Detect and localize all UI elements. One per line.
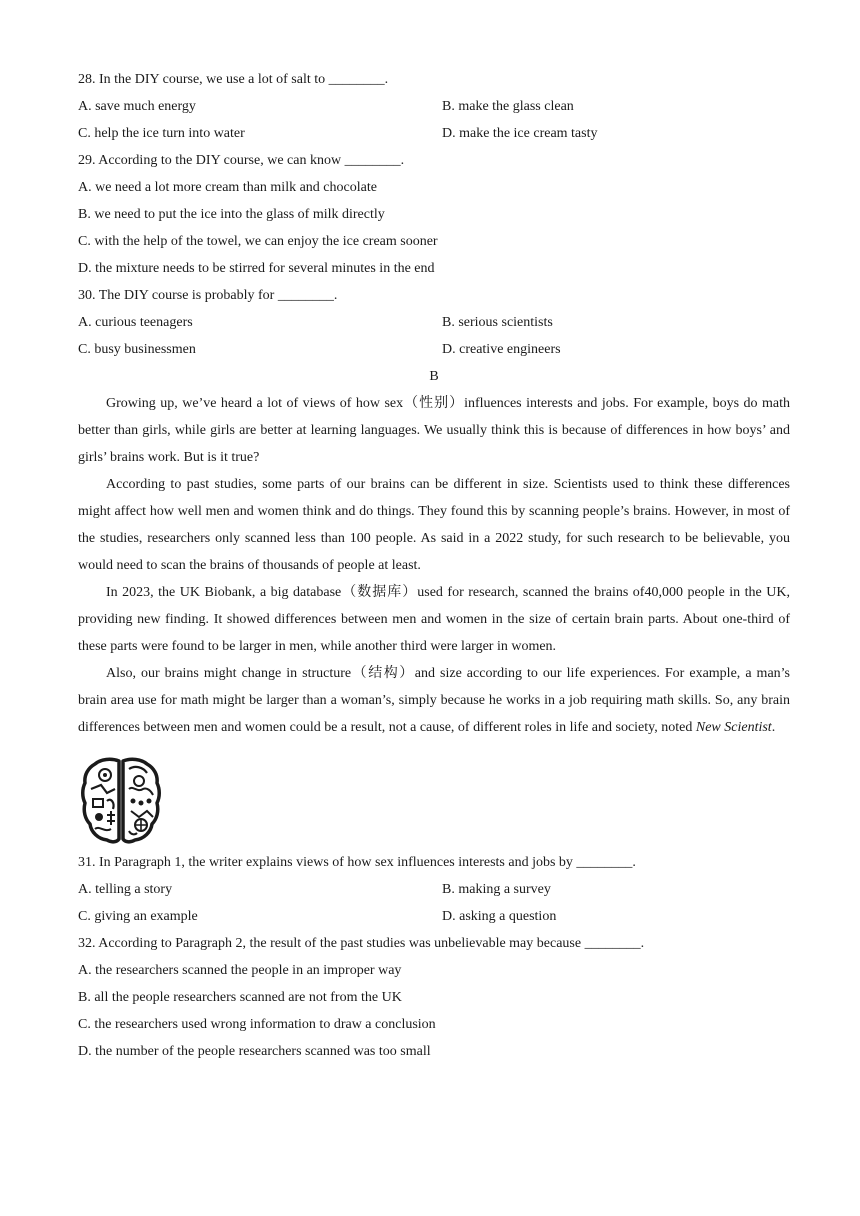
question-31-option-a: A. telling a story	[78, 882, 173, 897]
passage-paragraph-1: Growing up, we’ve heard a lot of views of how sex（性别）influences interests and jobs. For example, boys do math better than girls, while girls are better at learning languages. We usually think this is because of differences in how boys’ and girls’ brains work. But is it true?	[78, 396, 790, 465]
question-31-option-b: B. making a survey	[442, 882, 551, 897]
exam-page	[78, 66, 790, 1065]
question-31-options-row-2	[78, 903, 790, 930]
question-29-stem: 29. According to the DIY course, we can know ________.	[78, 153, 405, 168]
question-30-option-a: A. curious teenagers	[78, 315, 193, 330]
question-28-option-d: D. make the ice cream tasty	[442, 126, 598, 141]
question-32-option-a: A. the researchers scanned the people in an improper way	[78, 963, 402, 978]
question-30-option-c: C. busy businessmen	[78, 342, 196, 357]
question-29-option-c: C. with the help of the towel, we can enjoy the ice cream sooner	[78, 234, 438, 249]
question-28-option-a: A. save much energy	[78, 99, 196, 114]
question-31-option-c: C. giving an example	[78, 909, 198, 924]
question-31-stem: 31. In Paragraph 1, the writer explains views of how sex influences interests and jobs by ________.	[78, 855, 636, 870]
question-32-option-c: C. the researchers used wrong information to draw a conclusion	[78, 1017, 436, 1032]
brain-illustration	[78, 741, 790, 849]
question-30-option-d: D. creative engineers	[442, 342, 561, 357]
question-29-option-b: B. we need to put the ice into the glass of milk directly	[78, 207, 385, 222]
question-28-option-b: B. make the glass clean	[442, 99, 574, 114]
passage-paragraph-2: According to past studies, some parts of our brains can be different in size. Scientists used to think these differences might affect how well men and women think and do things. They found this by scanning people’s brains. However, in most of the studies, researchers only scanned less than 100 people. As said in a 2022 study, for such research to be believable, you would need to scan the brains of thousands of people at least.	[78, 477, 790, 573]
passage-paragraph-3: In 2023, the UK Biobank, a big database（数据库）used for research, scanned the brains of40,000 people in the UK, providing new finding. It showed differences between men and women in the size of certain brain parts. About one-third of these parts were found to be larger in men, while another third were larger in women.	[78, 585, 790, 654]
question-28-option-c: C. help the ice turn into water	[78, 126, 245, 141]
question-29-option-a: A. we need a lot more cream than milk and chocolate	[78, 180, 377, 195]
question-28-options-row-1	[78, 93, 790, 120]
question-31-options-row-1	[78, 876, 790, 903]
passage-paragraph-4-end: .	[771, 720, 776, 735]
question-28-stem: 28. In the DIY course, we use a lot of salt to ________.	[78, 72, 389, 87]
question-30-options-row-2	[78, 336, 790, 363]
question-32-stem: 32. According to Paragraph 2, the result of the past studies was unbelievable may because ________.	[78, 936, 645, 951]
question-31-option-d: D. asking a question	[442, 909, 557, 924]
question-30-option-b: B. serious scientists	[442, 315, 553, 330]
passage-paragraph-4	[78, 660, 790, 741]
passage-paragraph-4-text: Also, our brains might change in structure（结构）and size according to our life experiences. For example, a man’s brain area use for math might be larger than a woman’s, simply because he works in a job requiring math skills. So, any brain differences between men and women could be a result, not a cause, of different roles in life and society, noted	[78, 666, 790, 735]
question-30-options-row-1	[78, 309, 790, 336]
question-30-stem: 30. The DIY course is probably for ________.	[78, 288, 338, 303]
passage-section-letter: B	[429, 369, 439, 384]
question-28-options-row-2	[78, 120, 790, 147]
question-32-option-d: D. the number of the people researchers scanned was too small	[78, 1044, 431, 1059]
brain-icon	[81, 755, 161, 845]
question-32-option-b: B. all the people researchers scanned are not from the UK	[78, 990, 402, 1005]
question-29-option-d: D. the mixture needs to be stirred for several minutes in the end	[78, 261, 435, 276]
passage-source-title: New Scientist	[695, 720, 772, 735]
